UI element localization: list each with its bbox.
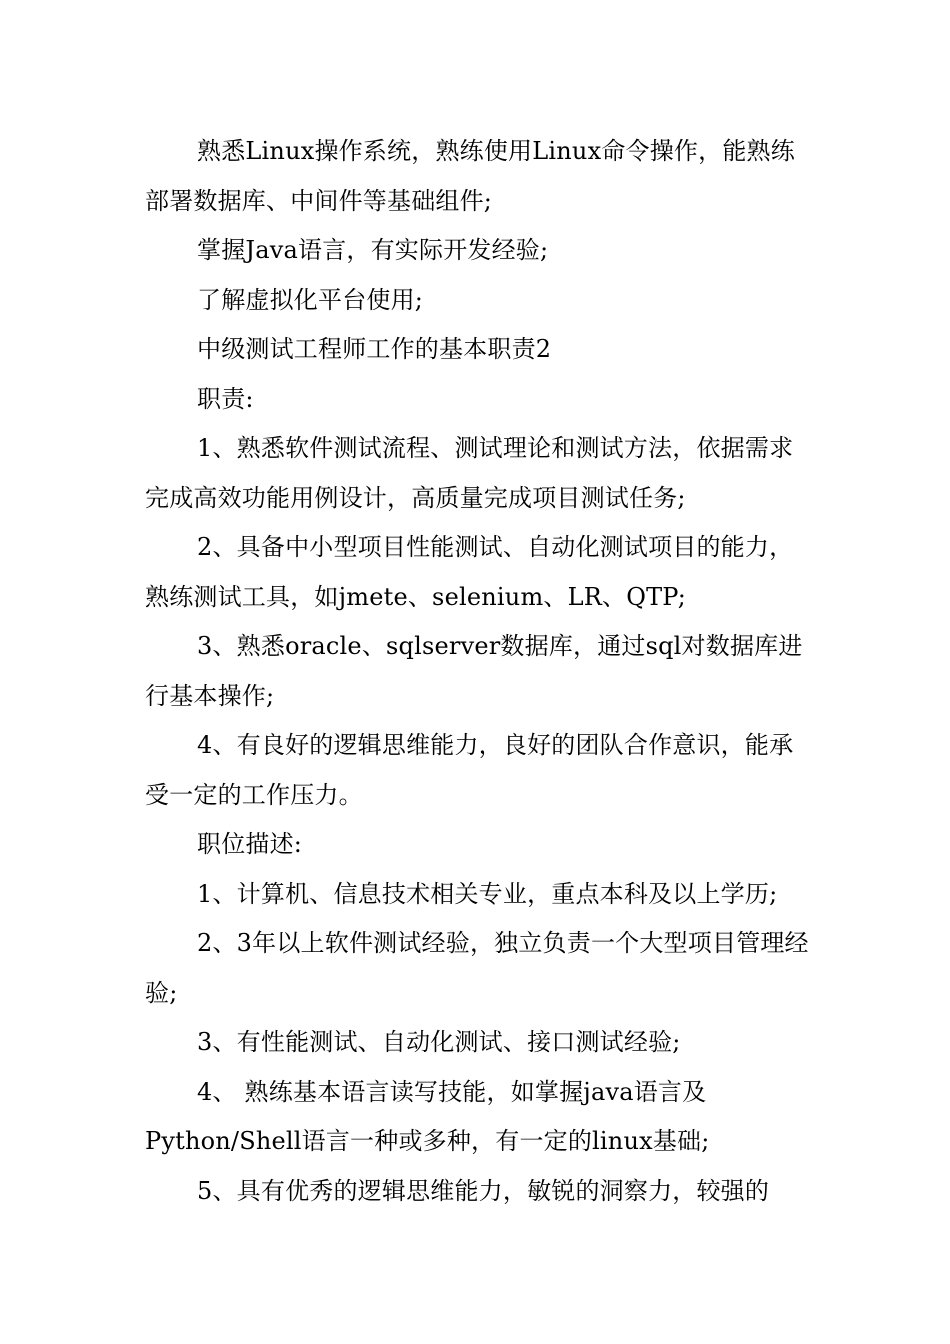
requirement-item-2: 2、3年以上软件测试经验，独立负责一个大型项目管理经验;	[145, 929, 809, 1007]
subheading-duties: 职责:	[197, 384, 254, 413]
document-body	[145, 127, 810, 1216]
requirement-item-4: 4、 熟练基本语言读写技能，如掌握java语言及Python/Shell语言一种或多种，有一定的linux基础;	[145, 1077, 710, 1155]
duty-item-4: 4、有良好的逻辑思维能力，良好的团队合作意识，能承受一定的工作压力。	[145, 731, 794, 809]
section-heading-duties-2: 中级测试工程师工作的基本职责2	[197, 335, 552, 363]
paragraph-linux-skills: 熟悉Linux操作系统，熟练使用Linux命令操作，能熟练部署数据库、中间件等基础组件;	[145, 137, 795, 215]
paragraph-java-skills: 掌握Java语言，有实际开发经验;	[197, 236, 549, 264]
subheading-job-description: 职位描述:	[197, 830, 303, 858]
requirement-item-3: 3、有性能测试、自动化测试、接口测试经验;	[197, 1028, 681, 1056]
paragraph-virtualization: 了解虚拟化平台使用;	[197, 285, 424, 314]
duty-item-2: 2、具备中小型项目性能测试、自动化测试项目的能力，熟练测试工具，如jmete、selenium、LR、QTP;	[145, 533, 794, 611]
requirement-item-5: 5、具有优秀的逻辑思维能力，敏锐的洞察力，较强的	[197, 1176, 770, 1205]
duty-item-1: 1、熟悉软件测试流程、测试理论和测试方法，依据需求完成高效功能用例设计，高质量完成项目测试任务;	[145, 434, 794, 512]
requirement-item-1: 1、计算机、信息技术相关专业，重点本科及以上学历;	[197, 879, 778, 908]
duty-item-3: 3、熟悉oracle、sqlserver数据库，通过sql对数据库进行基本操作;	[145, 632, 803, 710]
